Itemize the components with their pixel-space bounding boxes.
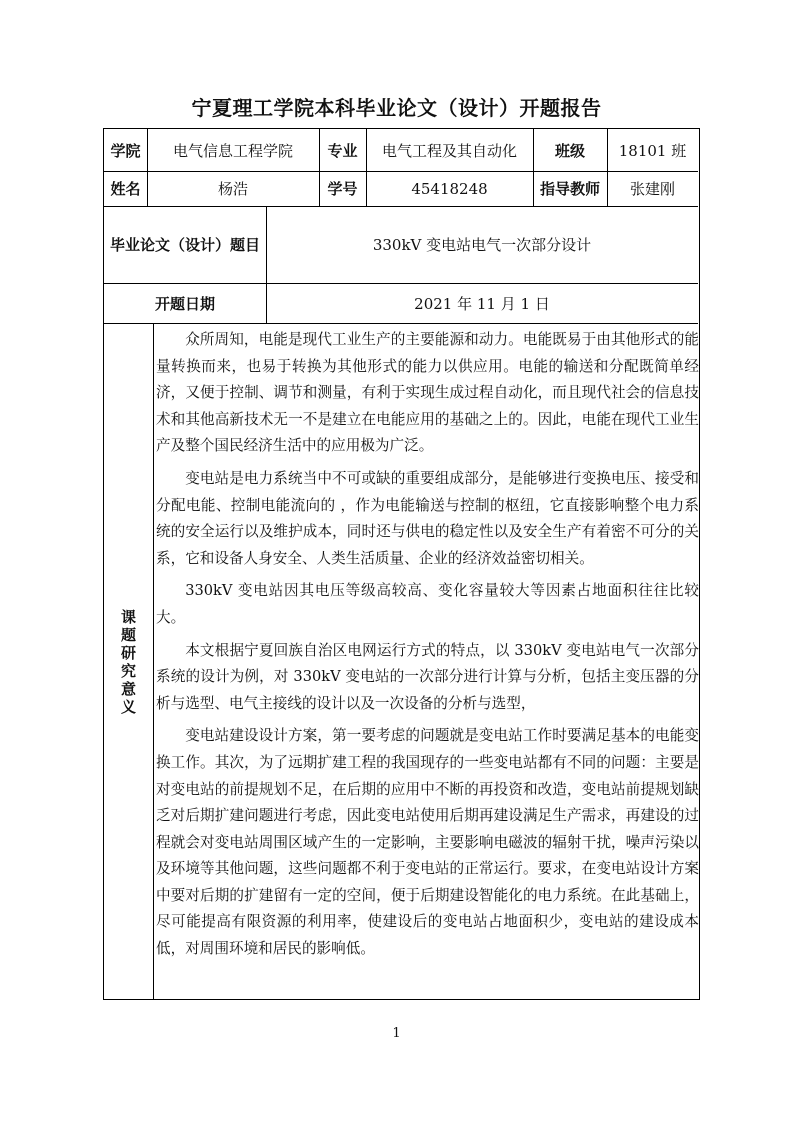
college-label: 学院 [110,141,141,160]
advisor-label: 指导教师 [539,180,600,198]
start-date-value: 2021 年 11 月 1 日 [414,294,550,313]
student-id-label: 学号 [327,180,358,198]
topic-value: 330kV 变电站电气一次部分设计 [372,236,592,254]
student-id-value: 45418248 [411,179,488,198]
paragraph: 本文根据宁夏回族自治区电网运行方式的特点，以 330kV 变电站电气一次部分系统的设计为例，对 330kV 变电站的一次部分进行计算与分析，包括主变压器的分析与选型、电气主接线的设计以及一次设备的分析与选型， [156,641,699,712]
page-number: 1 [392,1026,401,1041]
college-value: 电气信息工程学院 [172,141,293,160]
class-value: 18101 班 [618,141,687,160]
major-value: 电气工程及其自动化 [381,141,517,160]
class-label: 班级 [554,141,585,160]
name-value: 杨浩 [217,180,248,198]
major-label: 专业 [327,141,358,160]
topic-label: 毕业论文（设计）题目 [109,236,260,254]
paragraph: 330kV 变电站因其电压等级高较高、变化容量较大等因素占地面积往往比较大。 [156,582,699,626]
name-label: 姓名 [110,180,141,198]
row-divider [104,323,698,324]
significance-label-cell [104,325,153,1001]
paragraph: 众所周知，电能是现代工业生产的主要能源和动力。电能既易于由其他形式的能量转换而来，也易于转换为其他形式的能力以供应用。电能的输送和分配既简单经济，又便于控制、调节和测量，有利于实现生成过程自动化，而且现代社会的信息技术和其他高新技术无一不是建立在电能应用的基础之上的。因此，电能在现代工业生产及整个国民经济生活中的应用极为广泛。 [156,331,699,455]
col-divider [153,323,154,999]
report-table [103,128,700,1000]
advisor-value: 张建刚 [629,180,675,198]
significance-label: 课题研究意义 [119,609,137,717]
start-date-label: 开题日期 [154,294,215,313]
report-title: 宁夏理工学院本科毕业论文（设计）开题报告 [191,96,602,120]
paragraph: 变电站是电力系统当中不可或缺的重要组成部分，是能够进行变换电压、接受和分配电能、控制电能流向的 ，作为电能输送与控制的枢纽，它直接影响整个电力系统的安全运行以及维护成本，同时还与供电的稳定性以及安全生产有着密不可分的关系，它和设备人身安全、人类生活质量、企业的经济效益密切相关。 [156,469,699,567]
paragraph: 变电站建设设计方案，第一要考虑的问题就是变电站工作时要满足基本的电能变换工作。其次，为了远期扩建工程的我国现存的一些变电站都有不同的问题：主要是对变电站的前提规划不足，在后期的应用中不断的再投资和改造，变电站前提规划缺乏对后期扩建问题进行考虑，因此变电站使用后期再建设满足生产需求，再建设的过程就会对变电站周围区域产生的一定影响，主要影响电磁波的辐射干扰，噪声污染以及环境等其他问题，这些问题都不利于变电站的正常运行。要求，在变电站设计方案中要对后期的扩建留有一定的空间，便于后期建设智能化的电力系统。在此基础上，尽可能提高有限资源的利用率，使建设后的变电站占地面积少，变电站的建设成本低，对周围环境和居民的影响低。 [156,727,699,958]
significance-body [156,327,699,969]
